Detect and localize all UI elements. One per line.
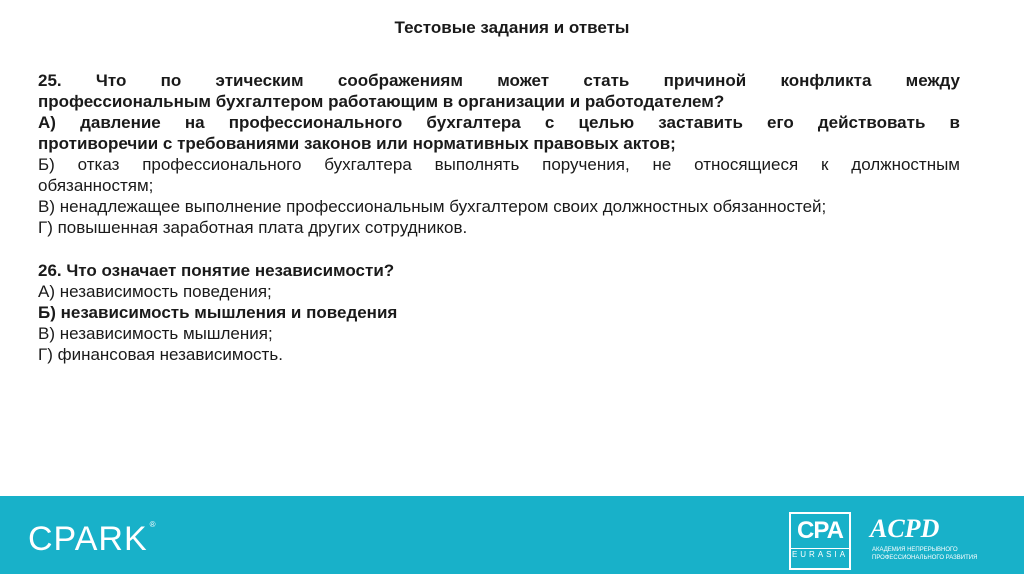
cpa-eurasia-logo — [789, 512, 851, 570]
cpa-logo-subtext: EURASIA — [791, 550, 849, 559]
spacer — [38, 238, 960, 260]
cpa-logo-text: CPA — [797, 517, 843, 544]
footer-bar — [0, 496, 1024, 574]
slide-content — [38, 70, 960, 365]
slide-title: Тестовые задания и ответы — [394, 18, 630, 37]
q26-question: 26. Что означает понятие независимости? — [38, 261, 395, 280]
q26-answer-a: А) независимость поведения; — [38, 282, 272, 301]
q26-answer-b: Б) независимость мышления и поведения — [38, 303, 398, 322]
q25-question-line-2: профессиональным бухгалтером работающим в организации и работодателем? — [38, 92, 725, 111]
q26-answer-c: В) независимость мышления; — [38, 324, 273, 343]
registered-mark: ® — [149, 520, 157, 529]
q25-answer-a-line-1: А) давление на профессионального бухгалтера с целью заставить его действовать в — [38, 113, 960, 132]
acpd-logo: ACPD — [870, 514, 940, 543]
q25-answer-b-line-2: обязанностям; — [38, 176, 154, 195]
q25-answer-a-line-2: противоречии с требованиями законов или нормативных правовых актов; — [38, 134, 676, 153]
acpd-logo-subtext: АКАДЕМИЯ НЕПРЕРЫВНОГО ПРОФЕССИОНАЛЬНОГО РАЗВИТИЯ — [872, 547, 978, 561]
q25-answer-d: Г) повышенная заработная плата других сотрудников. — [38, 218, 468, 237]
q25-answer-c: В) ненадлежащее выполнение профессиональным бухгалтером своих должностных обязанностей; — [38, 197, 827, 216]
cpark-logo — [28, 520, 157, 559]
q25-question-line-1: 25. Что по этическим соображениям может стать причиной конфликта между — [38, 71, 960, 90]
q25-answer-b-line-1: Б) отказ профессионального бухгалтера выполнять поручения, не относящиеся к должностным — [38, 155, 960, 174]
q26-answer-d: Г) финансовая независимость. — [38, 345, 283, 364]
cpark-logo-text: CPARK — [28, 520, 148, 558]
